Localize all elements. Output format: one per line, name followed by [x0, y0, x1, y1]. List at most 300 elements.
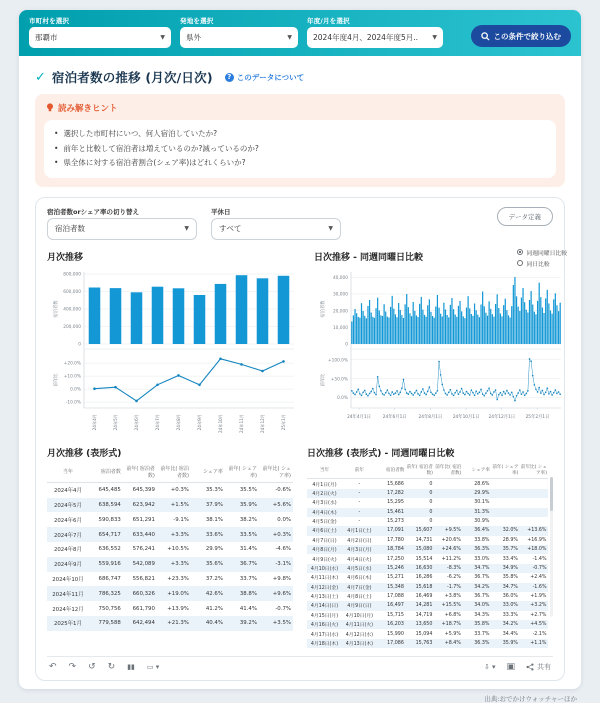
table-cell: 35.9% — [491, 639, 520, 648]
monthly-table-panel — [47, 446, 293, 648]
table-cell: 4月5日(金) — [312, 520, 337, 526]
table-cell: 4月8日(土) — [347, 595, 372, 601]
reset-icon[interactable]: ↺ — [88, 661, 96, 672]
table-cell: +1.9% — [530, 594, 547, 600]
table-cell: 2024年12月 — [52, 606, 84, 613]
table-cell: - — [342, 489, 377, 498]
table-cell: +11.2% — [441, 556, 461, 562]
data-definition-button[interactable]: データ定義 — [497, 207, 554, 226]
table-row — [307, 526, 548, 535]
table-cell: +1.5% — [157, 498, 191, 513]
svg-text:0: 0 — [78, 342, 81, 348]
table-row — [307, 564, 548, 573]
chevron-down-icon: ▼ — [328, 225, 333, 233]
table-cell: -1.7% — [434, 583, 463, 592]
table-cell: 661,790 — [132, 605, 155, 612]
table-cell: 645,399 — [132, 487, 155, 494]
svg-text:24年5月: 24年5月 — [113, 413, 118, 431]
table-cell: 4月2日(火) — [307, 489, 342, 498]
table-cell: +2.4% — [530, 575, 547, 581]
table-cell: 38.1% — [205, 516, 223, 523]
table-row — [307, 498, 548, 507]
table-cell: 14,281 — [405, 601, 434, 610]
header-row — [307, 463, 548, 479]
table-cell: 542,089 — [123, 557, 157, 572]
table-cell: 28.9% — [502, 537, 518, 543]
table-cell: 576,241 — [132, 546, 155, 553]
table-row — [307, 639, 548, 648]
table-cell: 0.0% — [277, 516, 291, 523]
monthly-table — [47, 463, 293, 631]
table-cell: 29.9% — [462, 489, 491, 498]
share-label: 共有 — [537, 663, 551, 672]
svg-text:前年比: 前年比 — [321, 373, 326, 387]
table-cell: +13.9% — [167, 605, 189, 612]
origin-select[interactable] — [180, 27, 298, 48]
table-cell: 35.8% — [462, 620, 491, 629]
share-button[interactable] — [526, 662, 551, 672]
page-title: 宿泊者数の推移 (月次/日次) — [51, 70, 213, 85]
daily-table — [307, 463, 548, 648]
table-cell: 34.7% — [491, 583, 520, 592]
table-cell: 15,348 — [377, 583, 406, 592]
daytype-select-value: すべて — [219, 224, 242, 234]
municipality-select[interactable] — [29, 27, 171, 48]
table-cell: 35.6% — [191, 557, 225, 572]
column-header: 前年( シェア率) — [225, 463, 259, 483]
table-cell: 4月1日(月) — [312, 482, 337, 488]
table-cell: 4月10日(水) — [307, 564, 342, 573]
period-select-value: 2024年度4月、2024年度5月.. — [313, 33, 418, 42]
table-cell: -6.2% — [447, 575, 461, 581]
column-header: 前年( 宿泊者数) — [405, 463, 434, 479]
table-cell: 590,833 — [98, 516, 121, 523]
monthly-trend-chart[interactable] — [47, 268, 300, 440]
share-icon — [526, 663, 534, 671]
period-filter-label: 年度/月を選択 — [307, 17, 350, 25]
table-cell: 40.4% — [191, 616, 225, 631]
chevron-down-icon: ▼ — [184, 225, 189, 233]
column-header: 当年 — [47, 463, 89, 483]
table-cell: 2025年1月 — [47, 616, 89, 631]
table-cell — [519, 498, 548, 507]
scrollbar-track — [550, 477, 553, 617]
table-cell: +0.3% — [259, 527, 293, 542]
table-cell: +19.0% — [157, 586, 191, 601]
table-cell: - — [342, 508, 377, 517]
table-cell: 35.9% — [225, 498, 259, 513]
table-cell: 33.7% — [239, 575, 257, 582]
table-cell: 36.0% — [502, 594, 518, 600]
table-row — [307, 629, 548, 638]
table-cell — [519, 517, 548, 526]
table-cell: 0 — [405, 489, 434, 498]
toolbar-right-group — [484, 662, 551, 672]
table-row — [307, 545, 548, 554]
table-cell: 0 — [429, 500, 433, 506]
table-cell: 33.3% — [502, 612, 518, 618]
table-cell: +8.4% — [434, 639, 463, 648]
table-row — [47, 527, 293, 542]
table-cell — [434, 517, 463, 526]
table-cell: +18.7% — [434, 620, 463, 629]
table-cell: 786,325 — [89, 586, 123, 601]
column-header: 当年 — [307, 463, 342, 479]
table-row — [47, 482, 293, 497]
daily-trend-chart[interactable] — [314, 268, 567, 440]
table-cell — [519, 479, 548, 489]
svg-text:0.0%: 0.0% — [70, 387, 81, 393]
table-cell: - — [358, 481, 361, 487]
table-cell: 4月7日(日) — [312, 538, 337, 544]
view-selector-icon[interactable]: ▭ ▾ — [146, 662, 160, 671]
table-cell: 645,485 — [98, 487, 121, 494]
table-cell: +5.6% — [259, 498, 293, 513]
table-cell: 38.2% — [239, 516, 257, 523]
table-cell: 33.8% — [474, 537, 490, 543]
daytype-switch-label: 平休日 — [211, 207, 231, 216]
table-cell: 654,717 — [89, 527, 123, 542]
table-cell: 17,088 — [387, 594, 404, 600]
table-cell: +3.2% — [519, 601, 548, 610]
metric-select[interactable] — [47, 218, 197, 240]
table-cell: 779,588 — [89, 616, 123, 631]
table-cell: 15,080 — [405, 545, 434, 554]
hints-header — [46, 102, 556, 114]
table-row — [307, 573, 548, 582]
daily-chart-title: 日次推移 - 同週同曜日比較 — [314, 252, 424, 263]
table-row — [307, 611, 548, 620]
table-cell: 36.7% — [225, 557, 259, 572]
table-cell: 36.3% — [462, 639, 491, 648]
origin-filter — [180, 16, 298, 48]
table-cell: +0.3% — [170, 487, 189, 494]
daily-chart-panel — [314, 250, 567, 440]
table-cell: 35.3% — [205, 487, 223, 494]
table-cell: 4月8日(月) — [307, 545, 342, 554]
table-cell: 642,494 — [123, 616, 157, 631]
table-cell: 559,916 — [89, 557, 123, 572]
svg-text:-10.0%: -10.0% — [65, 400, 81, 406]
svg-text:+20.0%: +20.0% — [63, 361, 81, 367]
table-cell: 29.9% — [205, 546, 223, 553]
table-cell: -4.6% — [275, 546, 291, 553]
table-row — [47, 557, 293, 572]
table-cell: 39.2% — [225, 616, 259, 631]
table-row — [307, 517, 548, 526]
table-cell: 638,594 — [89, 498, 123, 513]
table-row — [47, 512, 293, 527]
table-cell: 15,461 — [377, 508, 406, 517]
column-header: 前年 — [342, 463, 377, 479]
period-filter — [307, 16, 443, 48]
svg-text:0.0%: 0.0% — [337, 396, 348, 402]
table-cell: 15,715 — [387, 612, 404, 618]
table-cell: -0.7% — [275, 605, 291, 612]
svg-text:24年6月: 24年6月 — [134, 413, 139, 431]
source-credit: 出典:おでかけウォッチャーほか — [484, 695, 577, 703]
table-cell: +20.6% — [441, 537, 461, 543]
table-cell: 30.9% — [474, 519, 490, 525]
chevron-down-icon: ▼ — [287, 34, 292, 41]
hint-item: • 県全体に対する宿泊者割合(シェア率)はどれくらいか? — [54, 156, 546, 171]
column-header: 前年比( 宿泊者数) — [157, 463, 191, 483]
table-cell: 4月4日(木) — [307, 508, 342, 517]
table-cell: 41.2% — [205, 605, 223, 612]
table-cell: - — [358, 500, 361, 506]
table-cell: 17,086 — [377, 639, 406, 648]
table-cell: 34.7% — [462, 564, 491, 573]
table-cell: +5.9% — [444, 631, 461, 637]
hints-title: 読み解きヒント — [58, 104, 118, 114]
table-cell: +4.5% — [519, 620, 548, 629]
viz-panel — [35, 197, 565, 681]
table-cell — [434, 489, 463, 498]
table-cell: 2024年5月 — [47, 498, 89, 513]
charts-row — [47, 250, 567, 440]
metric-switch — [47, 207, 197, 240]
table-cell: +3.3% — [157, 527, 191, 542]
table-cell: 17,250 — [387, 556, 404, 562]
monthly-chart-panel — [47, 250, 300, 440]
column-header: 宿泊者数 — [377, 463, 406, 479]
table-cell: 34.2% — [462, 583, 491, 592]
monthly-chart-title: 月次推移 — [47, 252, 84, 263]
scrollbar-thumb[interactable] — [550, 477, 553, 511]
table-cell: 556,821 — [132, 575, 155, 582]
daytype-select[interactable] — [211, 218, 341, 240]
table-cell: 4月13日(木) — [342, 639, 377, 648]
table-cell: +24.6% — [434, 545, 463, 554]
table-cell: 41.4% — [239, 605, 257, 612]
table-cell: 34.4% — [502, 631, 518, 637]
radio-same-weekday[interactable] — [517, 248, 567, 257]
download-icon[interactable]: ⇩ ▾ — [483, 662, 496, 671]
table-cell: 36.4% — [462, 526, 491, 535]
table-cell: 33.0% — [491, 601, 520, 610]
table-cell: 636,552 — [98, 546, 121, 553]
table-cell: 4月18日(木) — [307, 639, 342, 648]
radio-same-date[interactable] — [517, 259, 567, 268]
table-cell: +9.8% — [272, 575, 291, 582]
table-cell: 15,990 — [387, 631, 404, 637]
comparison-mode-radios — [517, 248, 567, 268]
svg-text:200,000: 200,000 — [63, 324, 81, 330]
table-cell: 4月1日(土) — [342, 526, 377, 535]
svg-text:24年10月1日: 24年10月1日 — [452, 414, 480, 420]
table-row — [307, 592, 548, 601]
table-cell: 4月11日(木) — [310, 576, 339, 582]
table-cell: 4月9日(日) — [342, 601, 377, 610]
table-cell: 17,091 — [377, 526, 406, 535]
svg-text:25年2月1日: 25年2月1日 — [525, 414, 550, 420]
content-body — [19, 56, 581, 689]
svg-text:+10.0%: +10.0% — [63, 374, 81, 380]
table-cell: 0 — [405, 508, 434, 517]
table-row — [47, 572, 293, 587]
about-data-link[interactable] — [225, 72, 304, 83]
undo-icon[interactable]: ↶ — [49, 661, 57, 672]
table-cell — [434, 508, 463, 517]
table-cell: +9.5% — [434, 526, 463, 535]
table-cell: -0.7% — [519, 564, 548, 573]
title-row — [35, 68, 565, 86]
hints-list-container — [44, 120, 556, 178]
table-cell: 16,630 — [405, 564, 434, 573]
svg-text:24年10月: 24年10月 — [218, 413, 223, 433]
table-cell: 2024年8月 — [53, 547, 82, 554]
table-cell: 4月2日(日) — [347, 538, 372, 544]
table-cell: 17,780 — [387, 537, 404, 543]
svg-text:24年12月1日: 24年12月1日 — [488, 414, 516, 420]
table-cell: -1.6% — [519, 583, 548, 592]
table-row — [47, 498, 293, 513]
daily-chart-header — [314, 250, 567, 268]
table-cell: 37.2% — [205, 575, 223, 582]
svg-text:800,000: 800,000 — [63, 272, 81, 278]
refresh-icon[interactable]: ↻ — [107, 661, 116, 672]
table-cell: 37.9% — [191, 498, 225, 513]
table-cell: 15,763 — [405, 639, 434, 648]
table-cell: 0 — [429, 481, 433, 487]
table-cell: 4月14日(日) — [307, 601, 342, 610]
table-cell: 2024年4月 — [53, 488, 82, 495]
table-cell: 30.1% — [474, 500, 490, 506]
table-cell: 42.6% — [191, 586, 225, 601]
svg-text:0: 0 — [345, 342, 348, 348]
hints-list — [54, 127, 546, 171]
table-row — [47, 601, 293, 616]
municipality-filter — [29, 16, 171, 48]
table-cell: 15,246 — [377, 564, 406, 573]
svg-text:10,000: 10,000 — [332, 325, 348, 331]
column-header: 前年比( シェア率) — [259, 463, 293, 483]
table-cell: 15,094 — [415, 631, 433, 637]
table-cell — [491, 489, 520, 498]
table-cell: 16,497 — [377, 601, 406, 610]
monthly-table-title: 月次推移 (表形式) — [47, 448, 122, 459]
table-cell: 33.5% — [225, 527, 259, 542]
table-cell: +16.9% — [527, 537, 547, 543]
table-cell — [434, 479, 463, 489]
table-cell: -8.3% — [434, 564, 463, 573]
svg-text:25年1月: 25年1月 — [281, 413, 286, 431]
daily-table-scroll-area — [307, 463, 553, 648]
table-cell: 28.6% — [474, 481, 490, 487]
table-cell: 15,271 — [387, 575, 404, 581]
table-cell: +21.3% — [157, 616, 191, 631]
table-cell — [519, 489, 548, 498]
table-cell: 34.2% — [491, 620, 520, 629]
table-row — [307, 554, 548, 563]
svg-text:24年4月1日: 24年4月1日 — [347, 414, 371, 420]
radio-selected-icon — [517, 249, 523, 255]
monthly-chart-header — [47, 250, 300, 268]
table-cell: 4月3日(月) — [342, 545, 377, 554]
period-select[interactable] — [307, 27, 443, 48]
apply-filters-button[interactable] — [471, 25, 572, 47]
table-cell: 750,756 — [98, 605, 121, 612]
table-row — [307, 583, 548, 592]
table-row — [307, 620, 548, 629]
table-cell: 13,650 — [405, 620, 434, 629]
check-icon: ✓ — [35, 69, 46, 85]
table-cell: 4月10日(月) — [345, 613, 374, 619]
table-cell: 16,469 — [415, 594, 433, 600]
table-cell — [434, 498, 463, 507]
table-cell: +3.8% — [444, 594, 461, 600]
table-cell: 35.7% — [491, 545, 520, 554]
table-row — [47, 586, 293, 601]
table-cell — [491, 498, 520, 507]
table-cell: -1.4% — [532, 556, 547, 562]
table-cell: 15,686 — [387, 481, 404, 487]
table-cell: 660,326 — [123, 586, 157, 601]
origin-select-value: 県外 — [186, 33, 201, 42]
table-cell: 623,942 — [123, 498, 157, 513]
svg-text:20,000: 20,000 — [332, 309, 348, 315]
table-row — [47, 616, 293, 631]
viz-controls — [47, 207, 553, 240]
daily-table-panel — [307, 446, 553, 648]
redo-icon[interactable]: ↷ — [68, 661, 77, 672]
table-cell: +1.1% — [519, 639, 548, 648]
column-header: 宿泊者数 — [89, 463, 123, 483]
table-cell: 36.3% — [462, 545, 491, 554]
table-cell: 36.7% — [474, 575, 490, 581]
svg-text:400,000: 400,000 — [63, 307, 81, 313]
svg-text:24年8月: 24年8月 — [176, 413, 181, 431]
table-cell: -3.1% — [259, 557, 293, 572]
table-cell: 2024年11月 — [47, 586, 89, 601]
radio-same-date-label: 同日比較 — [526, 261, 550, 268]
table-cell — [491, 479, 520, 489]
pause-icon[interactable]: ▮▮ — [127, 662, 135, 671]
radio-unselected-icon — [517, 260, 523, 266]
table-cell: +23.3% — [167, 575, 189, 582]
svg-text:24年9月: 24年9月 — [197, 413, 202, 431]
fullscreen-icon[interactable]: ▣ — [506, 661, 515, 672]
svg-text:宿泊者数: 宿泊者数 — [54, 300, 59, 318]
table-cell: 4月17日(水) — [310, 632, 339, 638]
table-cell: +6.8% — [444, 612, 461, 618]
table-cell: 33.7% — [474, 631, 490, 637]
svg-text:24年12月: 24年12月 — [260, 413, 265, 433]
chevron-down-icon: ▼ — [160, 34, 165, 41]
table-cell: 14,719 — [415, 612, 433, 618]
column-header: 前年比( 宿泊者数) — [434, 463, 463, 479]
radio-same-weekday-label: 同週同曜日比較 — [526, 250, 567, 257]
hint-item: • 選択した市町村にいつ、何人宿泊していたか? — [54, 127, 546, 142]
table-cell: 16,203 — [377, 620, 406, 629]
table-cell: 4月4日(火) — [347, 557, 372, 563]
table-cell: 633,440 — [123, 527, 157, 542]
table-cell: 2024年6月 — [53, 517, 82, 524]
apply-filters-label: この条件で絞り込む — [493, 31, 561, 41]
svg-text:24年6月1日: 24年6月1日 — [382, 414, 407, 420]
svg-text:40,000: 40,000 — [332, 275, 348, 281]
column-header: 前年比( シェア率) — [519, 463, 548, 479]
table-cell: 686,747 — [98, 575, 121, 582]
filter-bar — [19, 10, 581, 56]
svg-text:24年7月: 24年7月 — [155, 413, 160, 431]
table-cell: 34.9% — [491, 564, 520, 573]
table-cell: +10.5% — [167, 546, 189, 553]
table-cell: +18.0% — [519, 545, 548, 554]
table-cell: +3.5% — [259, 616, 293, 631]
daily-table-title: 日次推移 (表形式) - 同週同曜日比較 — [307, 448, 455, 459]
table-cell: 4月6日(木) — [347, 576, 372, 582]
